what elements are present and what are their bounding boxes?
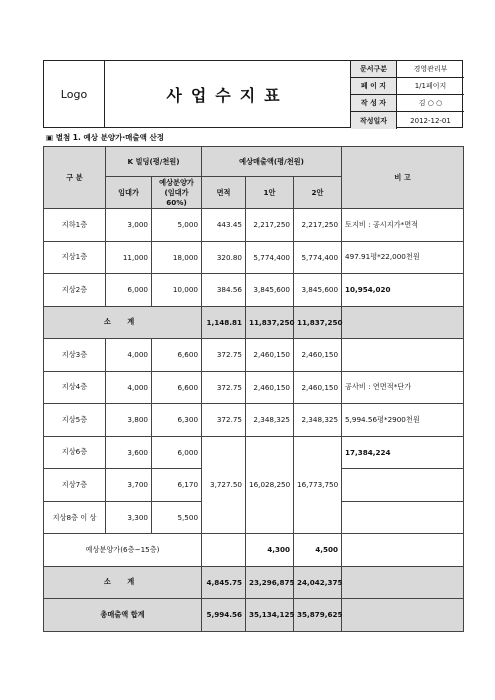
meta-row-author xyxy=(351,95,464,112)
subtotal-area: 4,845.75 xyxy=(202,566,246,599)
cell-plan2: 3,845,600 xyxy=(294,274,342,307)
cell-area: 443.45 xyxy=(202,209,246,242)
subheader-sale: 예상분양가 (임대가 60%) xyxy=(152,177,202,209)
subheader-lease: 임대가 xyxy=(106,177,152,209)
cell-plan2: 2,460,150 xyxy=(294,339,342,372)
cell-floor: 지상3층 xyxy=(44,339,106,372)
cell-sale: 6,000 xyxy=(152,436,202,469)
cell-sale: 5,500 xyxy=(152,501,202,534)
header-gubun: 구 분 xyxy=(44,147,106,209)
cell-note: 토지비 : 공시지가*면적 xyxy=(342,209,464,242)
cell-note xyxy=(342,501,464,534)
cell-floor: 지상4층 xyxy=(44,371,106,404)
subtotal-plan1: 11,837,250 xyxy=(246,306,294,339)
cell-area: 384.56 xyxy=(202,274,246,307)
total-plan2: 35,879,625 xyxy=(294,599,342,632)
cell-sale: 5,000 xyxy=(152,209,202,242)
meta-key: 문서구분 xyxy=(351,61,397,77)
table-header-row xyxy=(44,147,464,177)
cell-lease: 6,000 xyxy=(106,274,152,307)
cell-plan1: 5,774,400 xyxy=(246,241,294,274)
subtotal-label: 소 계 xyxy=(44,566,202,599)
expected-plan2: 4,500 xyxy=(294,534,342,567)
cell-note: 10,954,020 xyxy=(342,274,464,307)
meta-value: 김 ○ ○ xyxy=(418,99,443,107)
cell-area: 372.75 xyxy=(202,339,246,372)
section-title: ▣ 별첨 1. 예상 분양가·매출액 산정 xyxy=(46,133,164,142)
table-row xyxy=(44,404,464,437)
header-note: 비 고 xyxy=(342,147,464,209)
subtotal-label: 소 계 xyxy=(44,306,202,339)
cell-note: 17,384,224 xyxy=(342,436,464,469)
cell-note: 공사비 : 연면적*단가 xyxy=(342,371,464,404)
cell-floor: 지상5층 xyxy=(44,404,106,437)
meta-row-division xyxy=(351,61,464,78)
cell-floor: 지상2층 xyxy=(44,274,106,307)
logo: Logo xyxy=(44,61,105,127)
cell-floor: 지상6층 xyxy=(44,436,106,469)
table-row xyxy=(44,436,464,469)
subheader-plan2: 2안 xyxy=(294,177,342,209)
cell-plan1: 2,460,150 xyxy=(246,371,294,404)
cell-plan1-merged: 16,028,250 xyxy=(246,436,294,534)
expected-price-row xyxy=(44,534,464,567)
subheader-area: 면적 xyxy=(202,177,246,209)
cell-floor: 지상7층 xyxy=(44,469,106,502)
total-area: 5,994.56 xyxy=(202,599,246,632)
cell-note xyxy=(342,469,464,502)
document-title: 사업수지표 xyxy=(105,61,351,127)
cell-lease: 4,000 xyxy=(106,371,152,404)
cell-sale: 6,600 xyxy=(152,371,202,404)
sales-table xyxy=(43,146,464,632)
expected-note xyxy=(342,534,464,567)
document-header xyxy=(43,60,463,128)
header-building: K 빌딩(평/천원) xyxy=(106,147,202,177)
cell-note xyxy=(342,339,464,372)
total-label: 총매출액 합계 xyxy=(44,599,202,632)
cell-note: 5,994.56평*2900천원 xyxy=(342,404,464,437)
cell-plan2: 2,348,325 xyxy=(294,404,342,437)
cell-lease: 4,000 xyxy=(106,339,152,372)
cell-floor: 지하1층 xyxy=(44,209,106,242)
cell-lease: 3,300 xyxy=(106,501,152,534)
document-meta xyxy=(351,61,464,127)
cell-area: 372.75 xyxy=(202,404,246,437)
expected-area xyxy=(202,534,246,567)
meta-key: 페 이 지 xyxy=(351,78,397,94)
cell-lease: 3,700 xyxy=(106,469,152,502)
cell-floor: 지상1층 xyxy=(44,241,106,274)
subheader-plan1: 1안 xyxy=(246,177,294,209)
cell-plan2-merged: 16,773,750 xyxy=(294,436,342,534)
subtotal-area: 1,148.81 xyxy=(202,306,246,339)
cell-area: 320.80 xyxy=(202,241,246,274)
total-note xyxy=(342,599,464,632)
subtotal-plan1: 23,296,875 xyxy=(246,566,294,599)
subtotal-row xyxy=(44,566,464,599)
meta-key: 작 성 자 xyxy=(351,95,397,111)
cell-lease: 3,000 xyxy=(106,209,152,242)
meta-value: 2012-12-01 xyxy=(410,116,451,125)
cell-plan2: 5,774,400 xyxy=(294,241,342,274)
cell-floor: 지상8층 이 상 xyxy=(44,501,106,534)
cell-lease: 3,800 xyxy=(106,404,152,437)
meta-row-date xyxy=(351,112,464,129)
subtotal-plan2: 24,042,375 xyxy=(294,566,342,599)
total-row xyxy=(44,599,464,632)
cell-sale: 18,000 xyxy=(152,241,202,274)
total-plan1: 35,134,125 xyxy=(246,599,294,632)
cell-plan2: 2,460,150 xyxy=(294,371,342,404)
cell-plan1: 2,217,250 xyxy=(246,209,294,242)
cell-plan1: 3,845,600 xyxy=(246,274,294,307)
table-row xyxy=(44,339,464,372)
header-sales: 예상매출액(평/천원) xyxy=(202,147,342,177)
meta-row-page xyxy=(351,78,464,95)
meta-key: 작성일자 xyxy=(351,112,397,129)
cell-sale: 6,170 xyxy=(152,469,202,502)
cell-area-merged: 3,727.50 xyxy=(202,436,246,534)
cell-sale: 6,300 xyxy=(152,404,202,437)
cell-sale: 6,600 xyxy=(152,339,202,372)
meta-value: 1/1페이지 xyxy=(414,82,447,90)
cell-lease: 11,000 xyxy=(106,241,152,274)
table-row xyxy=(44,209,464,242)
cell-plan1: 2,460,150 xyxy=(246,339,294,372)
cell-plan2: 2,217,250 xyxy=(294,209,342,242)
cell-sale: 10,000 xyxy=(152,274,202,307)
meta-value: 경영관리부 xyxy=(413,65,448,73)
expected-label: 예상분양가(6층~15층) xyxy=(44,534,202,567)
subtotal-note xyxy=(342,306,464,339)
cell-lease: 3,600 xyxy=(106,436,152,469)
cell-note: 497.91평*22,000천원 xyxy=(342,241,464,274)
table-row xyxy=(44,241,464,274)
cell-area: 372.75 xyxy=(202,371,246,404)
table-row xyxy=(44,371,464,404)
subtotal-plan2: 11,837,250 xyxy=(294,306,342,339)
cell-plan1: 2,348,325 xyxy=(246,404,294,437)
table-row xyxy=(44,274,464,307)
expected-plan1: 4,300 xyxy=(246,534,294,567)
subtotal-note xyxy=(342,566,464,599)
subtotal-row xyxy=(44,306,464,339)
